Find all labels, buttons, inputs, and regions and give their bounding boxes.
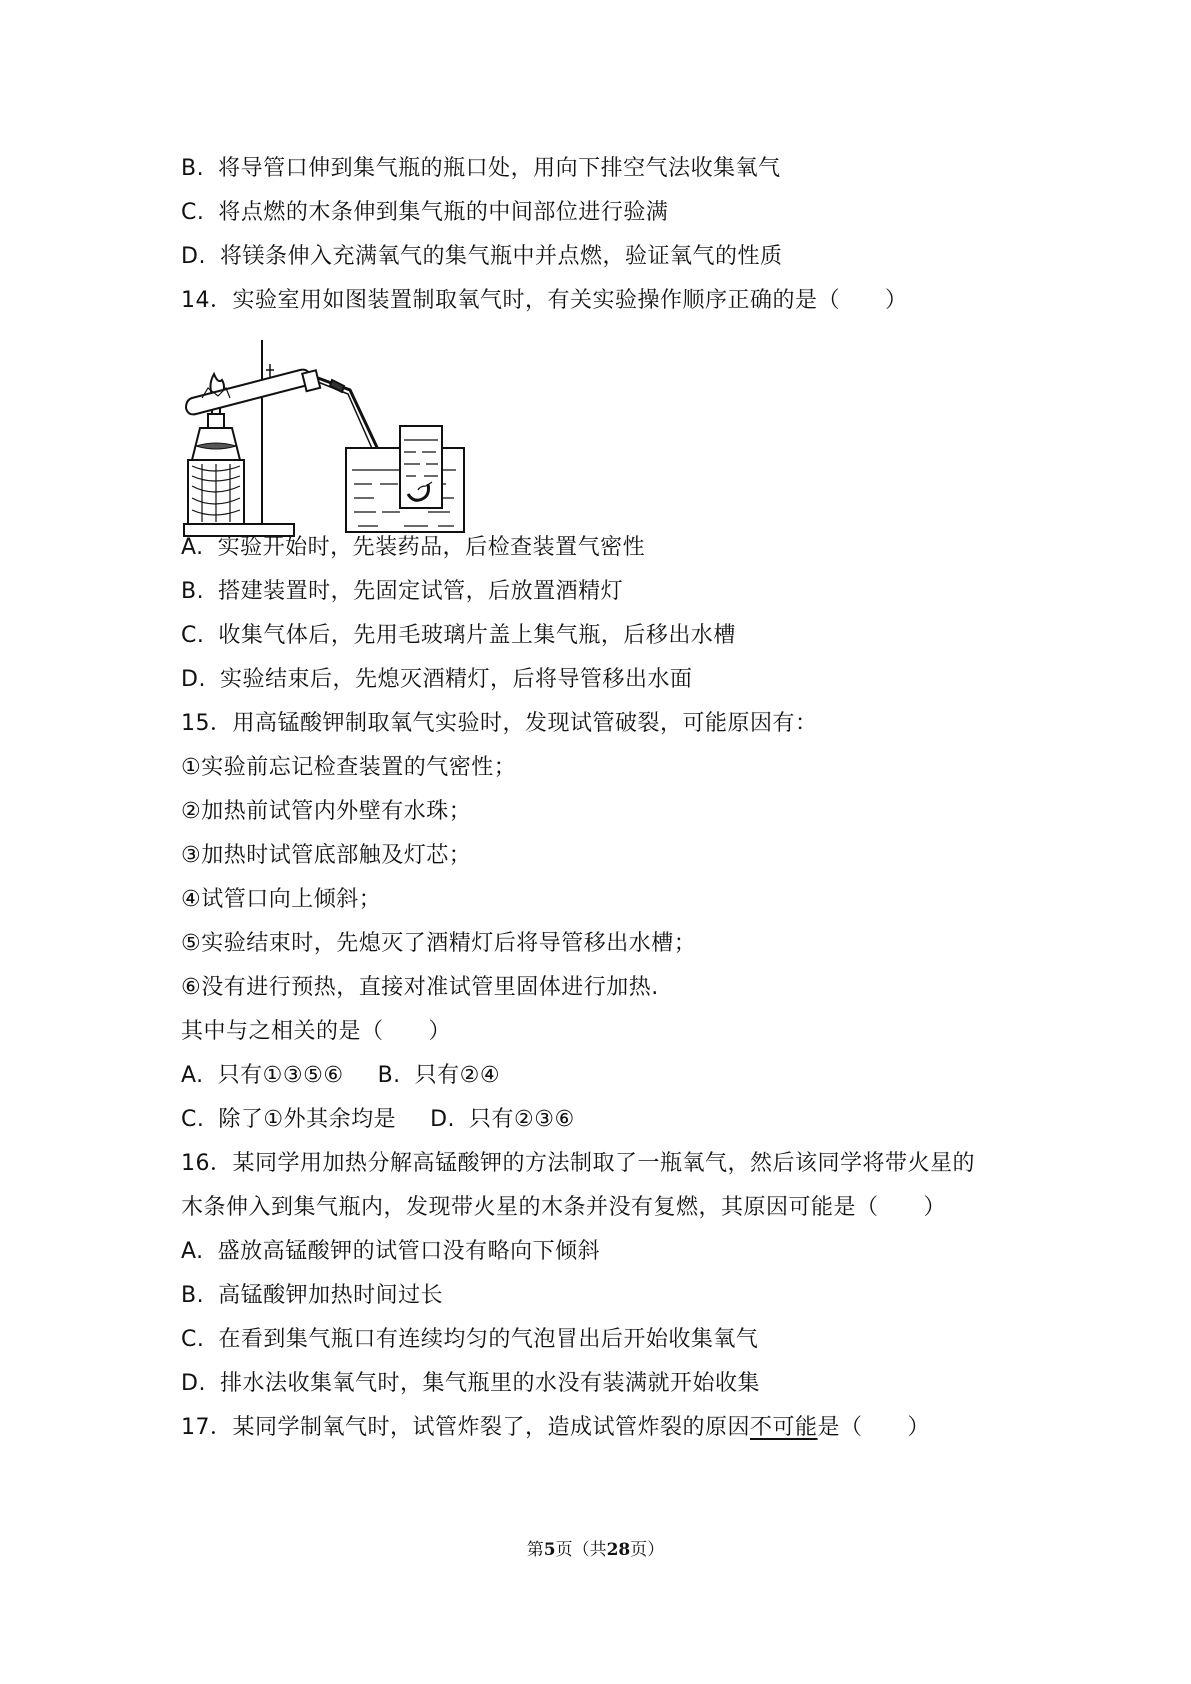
q13-option-c — [181, 198, 668, 228]
q17-stem-after: 是（ ） — [817, 1415, 931, 1440]
option-text: 除了①外其余均是 — [218, 1107, 397, 1132]
option-text: 实验结束后，先熄灭酒精灯，后将导管移出水面 — [219, 667, 693, 692]
footer-suffix: 页） — [630, 1540, 665, 1560]
q16-option-c — [181, 1325, 758, 1355]
option-label: B. — [377, 1063, 401, 1088]
q14-option-c — [181, 621, 736, 651]
option-label: B. — [181, 1283, 205, 1308]
option-text: 只有①③⑤⑥ — [217, 1063, 344, 1088]
q15-options-row-1 — [181, 1061, 500, 1091]
q15-option-d — [430, 1105, 575, 1135]
page-number: 5 — [543, 1540, 556, 1560]
q16-option-a — [181, 1237, 600, 1267]
option-text: 只有②④ — [414, 1063, 501, 1088]
q15-options-row-2 — [181, 1105, 575, 1135]
q15-option-c — [181, 1105, 396, 1135]
option-text: 实验开始时，先装药品，后检查装置气密性 — [217, 535, 646, 560]
option-text: 将导管口伸到集气瓶的瓶口处，用向下排空气法收集氧气 — [218, 156, 781, 181]
q15-item: ④试管口向上倾斜； — [181, 887, 382, 912]
option-label: D. — [430, 1107, 456, 1132]
q17-stem-underlined: 不可能 — [750, 1415, 818, 1440]
option-text: 在看到集气瓶口有连续均匀的气泡冒出后开始收集氧气 — [218, 1327, 759, 1352]
option-text: 只有②③⑥ — [469, 1107, 575, 1132]
option-label: A. — [181, 1063, 204, 1088]
option-text: 搭建装置时，先固定试管，后放置酒精灯 — [218, 579, 624, 604]
option-label: A. — [181, 1239, 204, 1264]
q16-stem-line-2: 木条伸入到集气瓶内，发现带火星的木条并没有复燃，其原因可能是（ ） — [181, 1195, 947, 1220]
page-footer — [0, 1538, 1191, 1562]
q14-option-b — [181, 577, 623, 607]
option-label: C. — [181, 1107, 205, 1132]
footer-prefix: 第 — [526, 1540, 544, 1560]
q15-item: ⑤实验结束时，先熄灭了酒精灯后将导管移出水槽； — [181, 931, 697, 956]
q13-option-d — [181, 242, 782, 272]
option-label: C. — [181, 623, 205, 648]
q16-stem-line-1: 16．某同学用加热分解高锰酸钾的方法制取了一瓶氧气，然后该同学将带火星的 — [181, 1151, 975, 1176]
option-text: 高锰酸钾加热时间过长 — [218, 1283, 444, 1308]
option-text: 盛放高锰酸钾的试管口没有略向下倾斜 — [217, 1239, 601, 1264]
q15-stem: 15．用高锰酸钾制取氧气实验时，发现试管破裂，可能原因有： — [181, 711, 818, 736]
option-label: D. — [181, 244, 206, 269]
q16-option-d — [181, 1369, 760, 1399]
option-label: D. — [181, 1371, 206, 1396]
option-label: C. — [181, 1327, 205, 1352]
q16-option-b — [181, 1281, 443, 1311]
q15-item: ③加热时试管底部触及灯芯； — [181, 843, 472, 868]
q15-item: ①实验前忘记检查装置的气密性； — [181, 755, 517, 780]
footer-middle: 页（共 — [555, 1540, 607, 1560]
q15-question: 其中与之相关的是（ ） — [181, 1019, 452, 1044]
option-label: B. — [181, 156, 205, 181]
q14-option-a — [181, 533, 645, 563]
option-text: 将点燃的木条伸到集气瓶的中间部位进行验满 — [218, 200, 669, 225]
option-label: C. — [181, 200, 205, 225]
option-label: B. — [181, 579, 205, 604]
option-text: 收集气体后，先用毛玻璃片盖上集气瓶，后移出水槽 — [218, 623, 736, 648]
q13-option-b — [181, 154, 781, 184]
option-text: 将镁条伸入充满氧气的集气瓶中并点燃，验证氧气的性质 — [219, 244, 783, 269]
q14-stem: 14．实验室用如图装置制取氧气时，有关实验操作顺序正确的是（ ） — [181, 288, 908, 313]
oxygen-apparatus-figure — [182, 340, 510, 540]
q15-item: ⑥没有进行预热，直接对准试管里固体进行加热. — [181, 975, 659, 1000]
q14-option-d — [181, 665, 692, 695]
q15-item: ②加热前试管内外壁有水珠； — [181, 799, 472, 824]
option-label: A. — [181, 535, 204, 560]
option-label: D. — [181, 667, 206, 692]
total-pages: 28 — [606, 1540, 631, 1560]
q15-option-b — [378, 1061, 501, 1091]
q17-stem — [181, 1413, 930, 1443]
q17-stem-before: 17．某同学制氧气时，试管炸裂了，造成试管炸裂的原因 — [181, 1415, 750, 1440]
q15-option-a — [181, 1061, 344, 1091]
option-text: 排水法收集氧气时，集气瓶里的水没有装满就开始收集 — [219, 1371, 760, 1396]
